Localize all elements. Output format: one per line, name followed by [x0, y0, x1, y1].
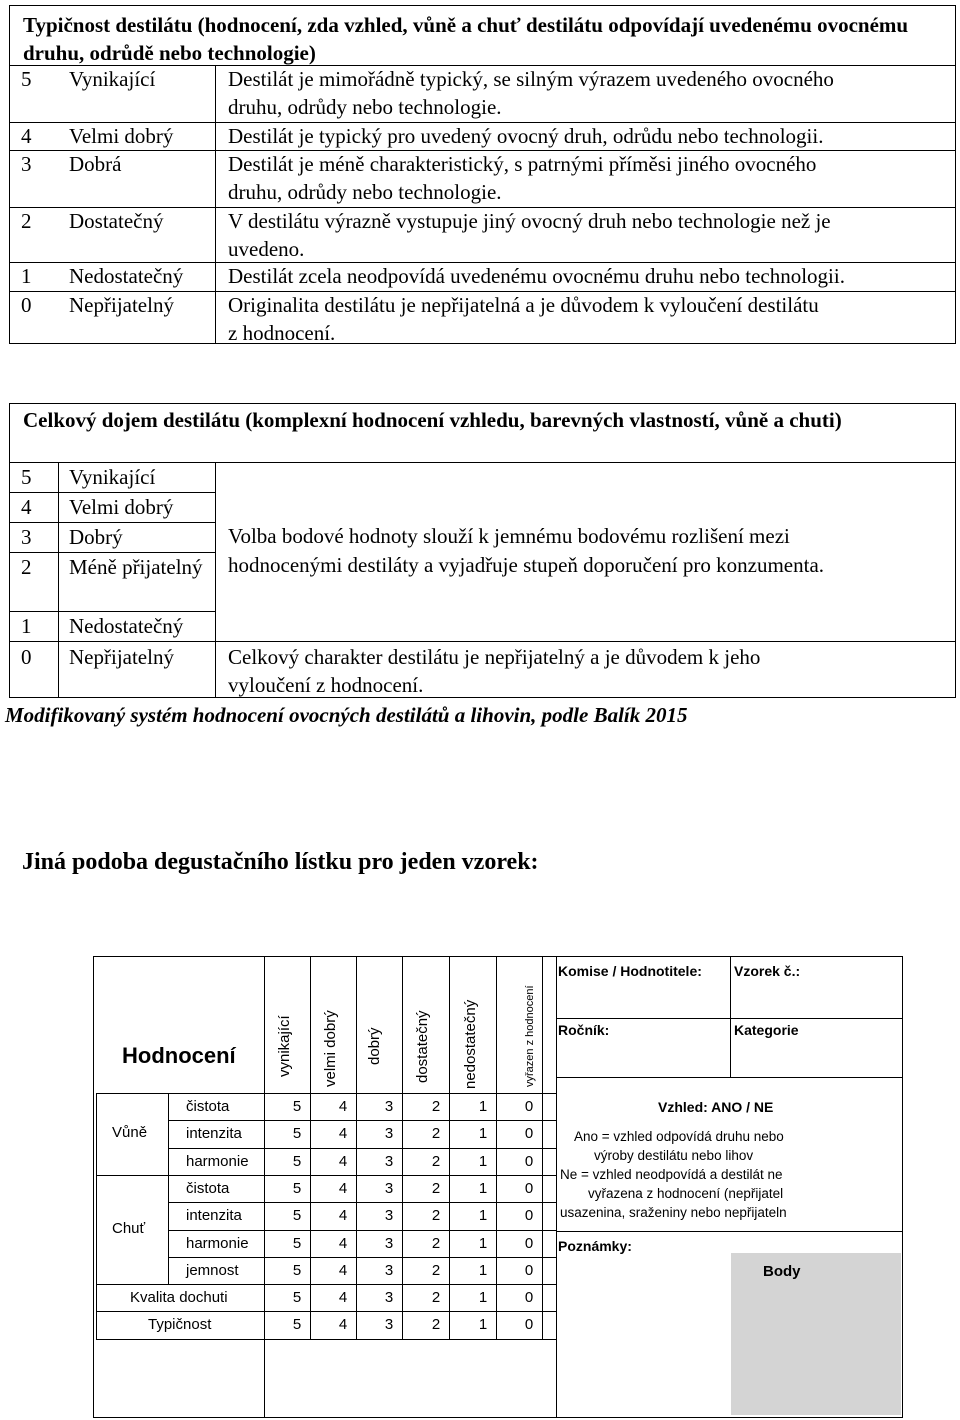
divider	[730, 957, 731, 1077]
score-option[interactable]: 1	[478, 1261, 488, 1279]
divider	[402, 957, 403, 1339]
table-title: Typičnost destilátu (hodnocení, zda vzhled, vůně a chuť destilátu odpovídají uvedenému ovocnému druhu, odrůdě nebo technologie)	[23, 13, 909, 65]
divider	[310, 957, 311, 1339]
divider	[96, 1093, 556, 1094]
score-description: uvedeno.	[228, 237, 305, 261]
criterion-label: harmonie	[186, 1152, 249, 1170]
score-option[interactable]: 3	[384, 1207, 394, 1225]
score-label: Méně přijatelný	[69, 555, 203, 579]
score-label: Velmi dobrý	[69, 495, 174, 519]
divider	[96, 1284, 556, 1285]
divider	[215, 462, 216, 697]
score-option[interactable]: 1	[478, 1152, 488, 1170]
score-description: Destilát zcela neodpovídá uvedenému ovocnému druhu nebo technologii.	[228, 264, 845, 288]
tasting-scoresheet: Hodnocení vynikající velmi dobrý dobrý dostatečný nedostatečný vyřazen z hodnocení Komise / Hodnotitele: Vzorek č.: Ročník: Kategorie Vzhled: ANO / NE Ano = vzhled odpovídá druhu nebo výroby destilátu nebo lihov Ne = vzhled neodpovídá a destilát ne vyřazena z hodnocení (nepřijatel usazenina, sraženiny nebo nepřijateln Poznámky: Body čistota 5 4 3 2 1 0 intenzita 5 4 3 2 1 0 harmonie 5 4 3 2 1 0 Vůně čistota 5 4 3 2 1 0 intenzita 5 4 3 2 1 0 harmonie 5 4 3 2 1 0 jemnost 5 4 3 2 1 0 Chuť Kvalita dochuti 5 4 3 2 1 0 Typičnost 5 4 3 2 1 0	[93, 956, 903, 1418]
criterion-label: intenzita	[186, 1125, 242, 1143]
score-option[interactable]: 2	[431, 1207, 441, 1225]
sheet-title: Hodnocení	[122, 1043, 236, 1068]
score-option[interactable]: 4	[338, 1207, 348, 1225]
score-label: Vynikající	[69, 465, 156, 489]
score-option[interactable]: 3	[384, 1098, 394, 1115]
merged-description: hodnocenými destiláty a vyjadřuje stupeň doporučení pro konzumenta.	[228, 553, 825, 577]
rocnik-label: Ročník:	[558, 1022, 610, 1038]
divider	[556, 1018, 902, 1019]
score-option[interactable]: 1	[478, 1179, 488, 1197]
score-label: Nepřijatelný	[69, 293, 174, 317]
divider	[168, 1202, 556, 1203]
divider	[449, 957, 450, 1339]
score-value: 3	[21, 152, 32, 176]
score-value: 5	[21, 67, 32, 91]
celkovy-dojem-table	[9, 403, 956, 698]
kategorie-label: Kategorie	[734, 1022, 799, 1038]
score-description: druhu, odrůdy nebo technologie.	[228, 95, 502, 119]
score-option[interactable]: 0	[524, 1179, 534, 1197]
divider	[96, 1175, 556, 1176]
vzhled-note: Ne = vzhled neodpovídá a destilát ne	[560, 1167, 783, 1182]
score-label: Velmi dobrý	[69, 124, 174, 148]
divider	[356, 957, 357, 1339]
score-option[interactable]: 5	[292, 1316, 302, 1334]
divider	[556, 1231, 902, 1232]
divider	[496, 957, 497, 1339]
score-value: 4	[21, 495, 32, 519]
score-option[interactable]: 0	[524, 1289, 534, 1307]
score-label: Nedostatečný	[69, 264, 184, 288]
score-option[interactable]: 2	[431, 1152, 441, 1170]
score-label: Vynikající	[69, 67, 156, 91]
score-option[interactable]: 5	[292, 1098, 302, 1115]
divider	[556, 1077, 902, 1078]
score-option[interactable]: 3	[384, 1152, 394, 1170]
score-description: V destilátu výrazně vystupuje jiný ovocný druh nebo technologie než je	[228, 209, 831, 233]
komise-label: Komise / Hodnotitele:	[558, 963, 702, 979]
score-option[interactable]: 4	[338, 1316, 348, 1334]
score-value: 2	[21, 555, 32, 579]
divider	[542, 957, 543, 1339]
score-option[interactable]: 1	[478, 1289, 488, 1307]
score-value: 1	[21, 264, 32, 288]
criterion-label: harmonie	[186, 1234, 249, 1252]
score-option[interactable]: 1	[478, 1098, 488, 1115]
score-option[interactable]: 2	[431, 1261, 441, 1279]
vzhled-note: Ano = vzhled odpovídá druhu nebo	[574, 1129, 784, 1144]
score-option[interactable]: 2	[431, 1125, 441, 1143]
divider	[556, 957, 557, 1417]
divider	[58, 462, 59, 697]
divider	[96, 1093, 97, 1339]
score-description: vyloučení z hodnocení.	[228, 673, 424, 697]
criterion-label: jemnost	[186, 1261, 239, 1279]
vzhled-label[interactable]: Vzhled: ANO / NE	[658, 1099, 774, 1115]
score-option[interactable]: 3	[384, 1316, 394, 1334]
score-option[interactable]: 4	[338, 1152, 348, 1170]
score-option[interactable]: 4	[338, 1125, 348, 1143]
criterion-label: čistota	[186, 1179, 230, 1197]
score-value: 0	[21, 645, 32, 669]
score-option[interactable]: 0	[524, 1098, 534, 1115]
score-description: Destilát je méně charakteristický, s patrnými příměsi jiného ovocného	[228, 152, 817, 176]
score-value: 0	[21, 293, 32, 317]
score-option[interactable]: 1	[478, 1207, 488, 1225]
group-label: Vůně	[112, 1123, 148, 1141]
vzorek-label: Vzorek č.:	[734, 963, 801, 979]
group-label: Chuť	[112, 1219, 146, 1237]
score-option[interactable]: 3	[384, 1289, 394, 1307]
score-option[interactable]: 3	[384, 1179, 394, 1197]
score-option[interactable]: 5	[292, 1125, 302, 1143]
divider	[96, 1339, 556, 1340]
divider	[168, 1257, 556, 1258]
score-option[interactable]: 0	[524, 1207, 534, 1225]
score-label: Nepřijatelný	[69, 645, 174, 669]
score-description: druhu, odrůdy nebo technologie.	[228, 180, 502, 204]
score-option[interactable]: 4	[338, 1289, 348, 1307]
score-option[interactable]: 1	[478, 1234, 488, 1252]
score-option[interactable]: 4	[338, 1261, 348, 1279]
score-label: Nedostatečný	[69, 614, 184, 638]
score-option[interactable]: 5	[292, 1261, 302, 1279]
body-label: Body	[763, 1263, 801, 1280]
score-option[interactable]: 4	[338, 1098, 348, 1115]
score-value: 5	[21, 465, 32, 489]
score-option[interactable]: 4	[338, 1179, 348, 1197]
divider	[264, 957, 265, 1417]
body-box[interactable]	[731, 1253, 901, 1415]
score-label: Dobrá	[69, 152, 122, 176]
score-option[interactable]: 4	[338, 1234, 348, 1252]
score-option[interactable]: 3	[384, 1234, 394, 1252]
score-option[interactable]: 2	[431, 1316, 441, 1334]
criterion-label: čistota	[186, 1098, 230, 1115]
score-label: Dobrý	[69, 525, 123, 549]
divider	[215, 65, 216, 344]
score-option[interactable]: 2	[431, 1179, 441, 1197]
source-caption: Modifikovaný systém hodnocení ovocných destilátů a lihovin, podle Balík 2015	[5, 703, 688, 727]
score-option[interactable]: 5	[292, 1289, 302, 1307]
score-description: Originalita destilátu je nepřijatelná a je důvodem k vyloučení destilátu	[228, 293, 819, 317]
score-option[interactable]: 0	[524, 1152, 534, 1170]
score-option[interactable]: 2	[431, 1098, 441, 1115]
score-option[interactable]: 0	[524, 1125, 534, 1143]
score-option[interactable]: 1	[478, 1316, 488, 1334]
poznamky-label: Poznámky:	[558, 1238, 632, 1254]
vzhled-note: vyřazena z hodnocení (nepřijatel	[588, 1186, 784, 1201]
score-option[interactable]: 3	[384, 1261, 394, 1279]
divider	[168, 1230, 556, 1231]
score-option[interactable]: 5	[292, 1207, 302, 1225]
score-option[interactable]: 5	[292, 1152, 302, 1170]
divider	[168, 1148, 556, 1149]
divider	[168, 1093, 169, 1284]
criterion-label: intenzita	[186, 1207, 242, 1225]
merged-description: Volba bodové hodnoty slouží k jemnému bodovému rozlišení mezi	[228, 524, 790, 548]
score-option[interactable]: 2	[431, 1234, 441, 1252]
criterion-label: Typičnost	[148, 1316, 212, 1334]
criterion-label: Kvalita dochuti	[130, 1289, 228, 1307]
vzhled-note: usazenina, sraženiny nebo nepřijateln	[560, 1205, 787, 1220]
score-option[interactable]: 0	[524, 1316, 534, 1334]
score-description: Destilát je mimořádně typický, se silným výrazem uvedeného ovocného	[228, 67, 834, 91]
divider	[168, 1120, 556, 1121]
score-value: 4	[21, 124, 32, 148]
divider	[10, 641, 955, 642]
score-option[interactable]: 3	[384, 1125, 394, 1143]
score-description: Celkový charakter destilátu je nepřijatelný a je důvodem k jeho	[228, 645, 761, 669]
vzhled-note: výroby destilátu nebo lihov	[594, 1148, 754, 1163]
score-option[interactable]: 5	[292, 1179, 302, 1197]
score-option[interactable]: 5	[292, 1234, 302, 1252]
score-option[interactable]: 0	[524, 1261, 534, 1279]
typicnost-table	[9, 5, 956, 344]
table-title: Celkový dojem destilátu (komplexní hodnocení vzhledu, barevných vlastností, vůně a chuti)	[23, 408, 842, 432]
score-option[interactable]: 1	[478, 1125, 488, 1143]
score-description: z hodnocení.	[228, 321, 336, 345]
score-option[interactable]: 0	[524, 1234, 534, 1252]
score-value: 2	[21, 209, 32, 233]
score-value: 1	[21, 614, 32, 638]
score-label: Dostatečný	[69, 209, 164, 233]
section-heading: Jiná podoba degustačního lístku pro jeden vzorek:	[22, 849, 539, 875]
score-description: Destilát je typický pro uvedený ovocný druh, odrůdu nebo technologii.	[228, 124, 824, 148]
score-option[interactable]: 2	[431, 1289, 441, 1307]
score-value: 3	[21, 525, 32, 549]
divider	[96, 1311, 556, 1312]
